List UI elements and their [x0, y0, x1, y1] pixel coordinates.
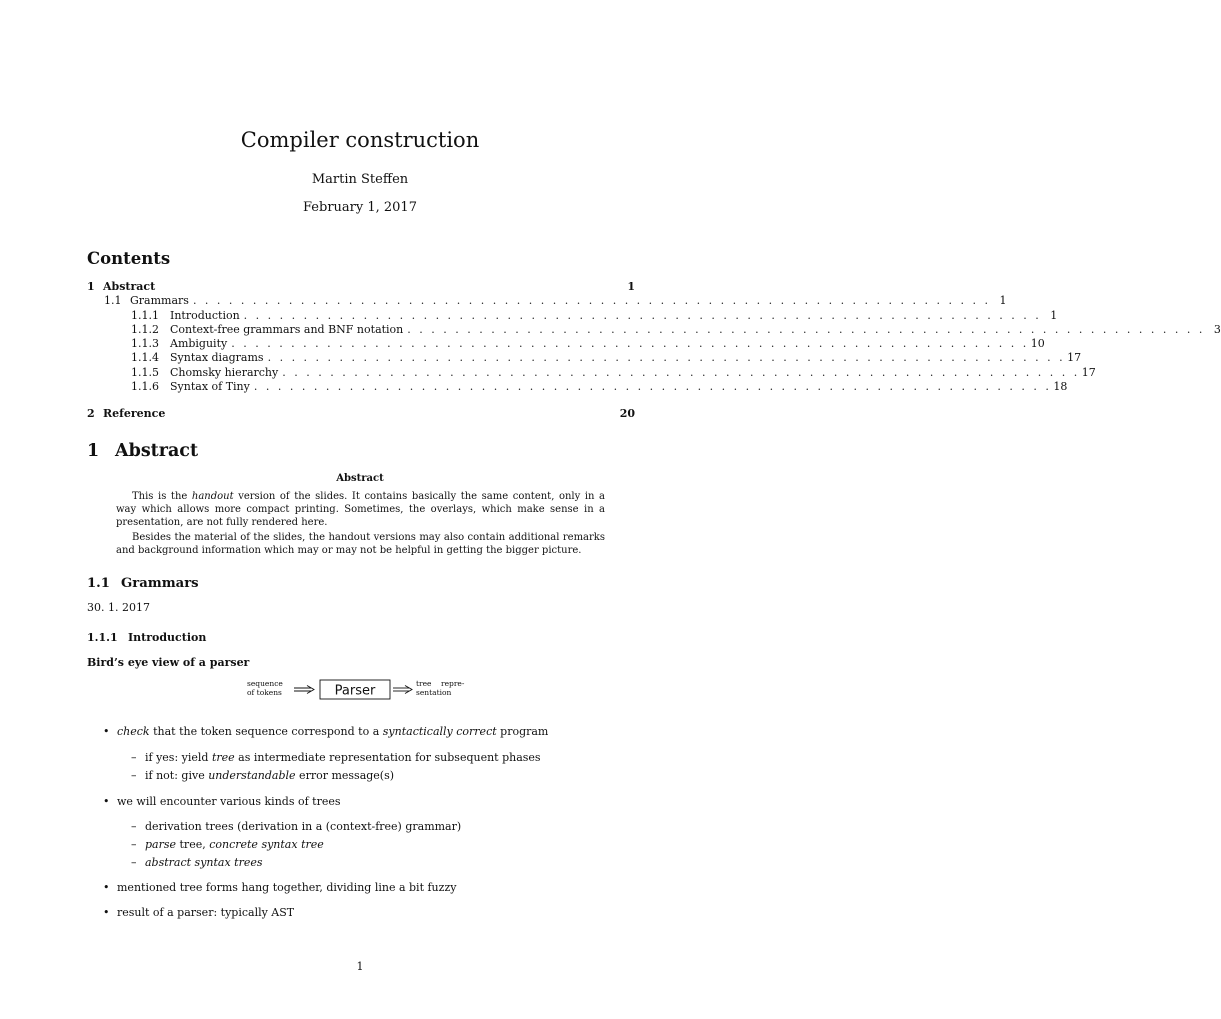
subsubsection-number: 1.1.1 — [87, 631, 118, 644]
toc-entry[interactable] — [87, 336, 1045, 351]
toc-leader-dots: . . . . . . . . . . . . . . . . . . . . . . . . . . . . . . . . . . . . . . . . . . . . . . . . . . . . . . . . . . . . . . . . . . . — [192, 294, 991, 307]
contents-heading: Contents — [87, 249, 171, 268]
parser-box-label: Parser — [334, 683, 376, 699]
toc-leader-dots: . . . . . . . . . . . . . . . . . . . . . . . . . . . . . . . . . . . . . . . . . . . . . . . . . . . . . . . . . . . . . . . . . . . — [282, 366, 1080, 379]
toc-leader-dots: . . . . . . . . . . . . . . . . . . . . . . . . . . . . . . . . . . . . . . . . . . . . . . . . . . . . . . . . . . . . . . . . . . . — [231, 337, 1029, 350]
toc-leader-dots: . . . . . . . . . . . . . . . . . . . . . . . . . . . . . . . . . . . . . . . . . . . . . . . . . . . . . . . . . . . . . . . . . . . — [253, 380, 1052, 393]
double-arrow-right-icon — [294, 686, 314, 694]
dash-icon: – — [131, 751, 137, 764]
toc-title: Abstract — [103, 280, 156, 293]
document-title: Compiler construction — [240, 128, 480, 152]
toc-title: Reference — [103, 407, 166, 420]
toc-number: 1.1 — [104, 294, 122, 307]
subsubsection-title: Introduction — [128, 631, 207, 644]
toc-number: 2 — [87, 407, 95, 420]
toc-title: Syntax of Tiny — [170, 380, 250, 393]
list-item: • result of a parser: typically AST — [103, 906, 295, 919]
toc-entry[interactable] — [87, 350, 1082, 365]
toc-number: 1.1.4 — [131, 351, 159, 364]
toc-entry[interactable] — [87, 308, 1058, 323]
toc-page: 1 — [1050, 309, 1058, 322]
toc-page: 3 — [1213, 323, 1221, 336]
list-item: • check that the token sequence correspond to a syntactically correct program — [103, 725, 549, 738]
bullet-icon: • — [103, 795, 110, 808]
subsection-heading — [87, 576, 199, 591]
parser-diagram — [243, 676, 483, 706]
toc-number: 1 — [87, 280, 95, 293]
dash-icon: – — [131, 856, 137, 869]
diagram-output-label-line1: tree repre- — [416, 679, 465, 688]
toc-leader-dots: . . . . . . . . . . . . . . . . . . . . . . . . . . . . . . . . . . . . . . . . . . . . . . . . . . . . . . . . . . . . . . . . . . . — [407, 323, 1205, 336]
list-item: • we will encounter various kinds of trees — [103, 795, 341, 808]
toc-entry[interactable] — [87, 322, 1221, 337]
bullet-icon: • — [103, 906, 110, 919]
bullet-icon: • — [103, 881, 110, 894]
toc-entry[interactable] — [87, 365, 1096, 380]
toc-number: 1.1.5 — [131, 366, 159, 379]
toc-title: Syntax diagrams — [170, 351, 264, 364]
double-arrow-right-icon — [393, 686, 412, 694]
toc-number: 1.1.6 — [131, 380, 159, 393]
toc-page: 17 — [1067, 351, 1082, 364]
abstract-paragraph: Besides the material of the slides, the handout versions may also contain additional remarks and background information which may or may not be helpful in getting the bigger picture. — [116, 532, 605, 557]
toc-page: 18 — [1053, 380, 1068, 393]
toc-entry[interactable] — [87, 293, 1007, 308]
toc-entry[interactable] — [87, 279, 635, 294]
list-item: • mentioned tree forms hang together, dividing line a bit fuzzy — [103, 881, 457, 894]
subsubsection-heading — [87, 631, 206, 644]
author: Martin Steffen — [311, 172, 409, 187]
toc-leader-dots: . . . . . . . . . . . . . . . . . . . . . . . . . . . . . . . . . . . . . . . . . . . . . . . . . . . . . . . . . . . . . . . . . . . — [243, 309, 1042, 322]
toc-page: 20 — [619, 407, 635, 420]
list-subitem: – if not: give understandable error message(s) — [131, 769, 395, 782]
dash-icon: – — [131, 838, 137, 851]
section-title: Abstract — [115, 441, 199, 461]
subsection-number: 1.1 — [87, 576, 110, 591]
dash-icon: – — [131, 820, 137, 833]
diagram-input-label-line2: of tokens — [247, 688, 282, 697]
toc-number: 1.1.3 — [131, 337, 159, 350]
list-subitem: – abstract syntax trees — [131, 856, 263, 869]
diagram-output-label-line2: sentation — [416, 688, 452, 697]
abstract-label: Abstract — [336, 473, 384, 484]
section-number: 1 — [87, 441, 100, 461]
toc-page: 10 — [1030, 337, 1045, 350]
paragraph-heading: Bird’s eye view of a parser — [87, 656, 250, 669]
list-subitem: – derivation trees (derivation in a (context-free) grammar) — [131, 820, 462, 833]
list-subitem: – parse tree, concrete syntax tree — [131, 838, 324, 851]
toc-title: Introduction — [170, 309, 240, 322]
toc-entry[interactable] — [87, 379, 1068, 394]
toc-page: 1 — [999, 294, 1007, 307]
toc-leader-dots: . . . . . . . . . . . . . . . . . . . . . . . . . . . . . . . . . . . . . . . . . . . . . . . . . . . . . . . . . . . . . . . . . . . — [267, 351, 1066, 364]
page-number: 1 — [356, 960, 364, 973]
date-line: 30. 1. 2017 — [87, 601, 150, 614]
bullet-icon: • — [103, 725, 110, 738]
toc-page: 17 — [1081, 366, 1096, 379]
toc-number: 1.1.1 — [131, 309, 159, 322]
abstract-paragraph: This is the handout version of the slides. It contains basically the same content, only in a way which allows more compact printing. Sometimes, the overlays, which make sense in a presentation, are not fully rendered here. — [116, 491, 606, 529]
toc-title: Grammars — [130, 294, 189, 307]
list-subitem: – if yes: yield tree as intermediate representation for subsequent phases — [131, 751, 541, 764]
diagram-input-label-line1: sequence — [247, 679, 283, 688]
toc-title: Ambiguity — [170, 337, 228, 350]
toc-title: Chomsky hierarchy — [170, 366, 279, 379]
toc-number: 1.1.2 — [131, 323, 159, 336]
date: February 1, 2017 — [303, 200, 417, 215]
subsection-title: Grammars — [121, 576, 199, 591]
toc-title: Context-free grammars and BNF notation — [170, 323, 404, 336]
section-heading — [87, 441, 198, 461]
toc-entry[interactable] — [87, 406, 635, 421]
dash-icon: – — [131, 769, 137, 782]
toc-page: 1 — [627, 280, 635, 293]
